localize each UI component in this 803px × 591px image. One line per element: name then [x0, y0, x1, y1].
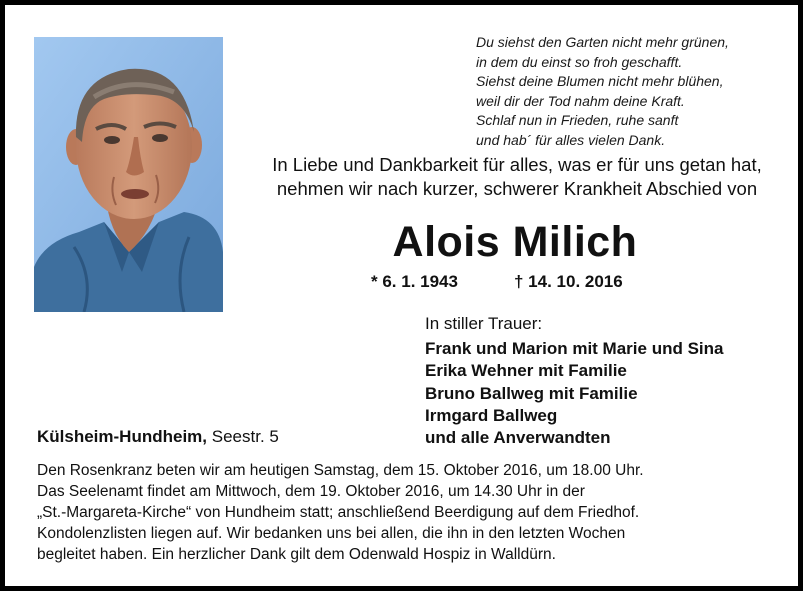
- notice-line: Kondolenzlisten liegen auf. Wir bedanken uns bei allen, die ihn in den letzten Wochen: [37, 525, 626, 542]
- address-street: Seestr. 5: [211, 427, 279, 446]
- address-town: Külsheim-Hundheim,: [37, 427, 208, 446]
- death-date: † 14. 10. 2016: [514, 272, 623, 291]
- notice-line: „St.-Margareta-Kirche“ von Hundheim statt; anschließend Beerdigung auf dem Friedhof.: [37, 504, 640, 521]
- poem-line: Du siehst den Garten nicht mehr grünen,: [476, 34, 729, 50]
- poem-line: in dem du einst so froh geschafft.: [476, 53, 683, 70]
- mourner-item: Erika Wehner mit Familie: [425, 361, 627, 381]
- poem-line: Schlaf nun in Frieden, ruhe sanft: [476, 112, 679, 128]
- birth-date: * 6. 1. 1943: [371, 272, 458, 291]
- service-notice: [37, 460, 787, 565]
- mourner-item: Frank und Marion mit Marie und Sina: [425, 339, 724, 358]
- intro-line: nehmen wir nach kurzer, schwerer Krankheit Abschied von: [276, 178, 758, 199]
- mourning-intro: In stiller Trauer:: [425, 314, 543, 333]
- poem-line: Siehst deine Blumen nicht mehr blühen,: [476, 73, 724, 89]
- intro-text: [247, 153, 787, 201]
- portrait-photo: [34, 37, 223, 312]
- address: [37, 427, 279, 447]
- notice-line: Den Rosenkranz beten wir am heutigen Samstag, dem 15. Oktober 2016, um 18.00 Uhr.: [37, 462, 644, 479]
- poem-line: weil dir der Tod nahm deine Kraft.: [476, 92, 685, 109]
- notice-line: begleitet haben. Ein herzlicher Dank gilt dem Odenwald Hospiz in Walldürn.: [37, 546, 556, 563]
- portrait-illustration: [34, 37, 223, 312]
- mourner-item: und alle Anverwandten: [425, 428, 611, 448]
- intro-line: In Liebe und Dankbarkeit für alles, was er für uns getan hat,: [272, 154, 762, 175]
- notice-line: Das Seelenamt findet am Mittwoch, dem 19. Oktober 2016, um 14.30 Uhr in der: [37, 483, 585, 500]
- mourners-list: [425, 338, 723, 449]
- mouth: [121, 189, 149, 199]
- mourner-item: Irmgard Ballweg: [425, 405, 558, 425]
- deceased-name: Alois Milich: [392, 218, 638, 266]
- poem-line: und hab´ für alles vielen Dank.: [476, 131, 666, 148]
- mourner-item: Bruno Ballweg mit Familie: [425, 383, 638, 403]
- memorial-poem: [476, 33, 796, 150]
